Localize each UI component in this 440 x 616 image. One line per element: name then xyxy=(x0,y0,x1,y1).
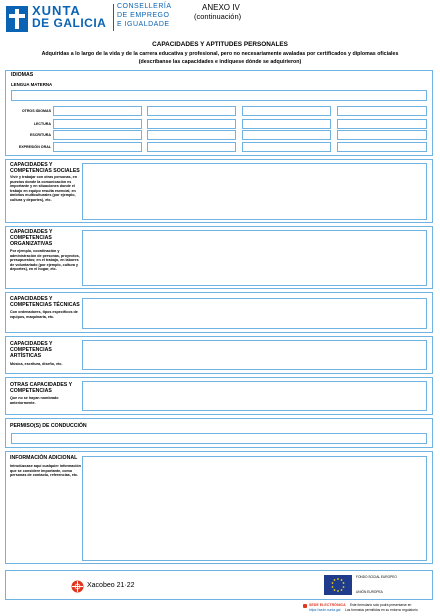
lectura-field-4[interactable] xyxy=(337,119,427,129)
xunta-cross-logo-icon xyxy=(6,6,28,32)
artisticas-title: CAPACIDADES Y COMPETENCIAS ARTÍSTICAS xyxy=(10,341,53,360)
escritura-field-1[interactable] xyxy=(53,130,142,140)
sociales-description: Vivir y trabajar con otras personas, en puestos donde la comunicación es importante y en situaciones donde el trabajo en equipo resulta esencial, en ámbitos multiculturales (por ejemplo, cultura y deportes), etc. xyxy=(10,175,77,202)
otros-idiomas-field-1[interactable] xyxy=(53,106,142,116)
annex-label: ANEXO IV xyxy=(202,3,240,12)
otros-idiomas-field-3[interactable] xyxy=(242,106,331,116)
lectura-field-2[interactable] xyxy=(147,119,236,129)
artisticas-section xyxy=(5,336,433,374)
sede-text-2: Los formatos permitidos en su entorno regulatorio xyxy=(345,608,418,612)
form-subtitle-note: (descríbanse las capacidades e indíquese dónde se adquirieron) xyxy=(138,59,302,65)
lectura-label: LECTURA xyxy=(33,122,51,126)
otros-idiomas-field-4[interactable] xyxy=(337,106,427,116)
sede-label: SEDE ELECTRÓNICA xyxy=(309,603,346,607)
info-title: INFORMACIÓN ADICIONAL xyxy=(10,455,78,461)
escritura-label: ESCRITURA xyxy=(30,133,51,137)
sede-url[interactable]: https://sede.xunta.gal xyxy=(309,608,341,612)
eu-flag-icon xyxy=(324,575,352,595)
otros-idiomas-label: OTROS IDIOMAS xyxy=(21,109,51,113)
dept-line3: E IGUALDADE xyxy=(117,21,170,28)
idiomas-section xyxy=(5,70,433,156)
dept-line1: CONSELLERÍA xyxy=(117,3,172,10)
form-title: CAPACIDADES Y APTITUDES PERSONALES xyxy=(152,41,288,48)
info-field[interactable] xyxy=(82,456,427,561)
tecnicas-section xyxy=(5,292,433,333)
logo-main: XUNTA xyxy=(32,3,81,18)
info-description: Introdúzcase aquí cualquier información que se considere importante, como personas de contacto, referencias, etc. xyxy=(10,464,81,478)
permiso-field[interactable] xyxy=(11,433,427,444)
artisticas-field[interactable] xyxy=(82,340,427,370)
expresion-oral-field-4[interactable] xyxy=(337,142,427,152)
xacobeo-label: Xacobeo 21·22 xyxy=(87,582,135,589)
lectura-field-1[interactable] xyxy=(53,119,142,129)
escritura-field-3[interactable] xyxy=(242,130,331,140)
eu-union-label: UNIÓN EUROPEA xyxy=(356,590,383,594)
organizativas-description: Por ejemplo, coordinación y administración de personas, proyectos, presupuestos; en el trabajo, en labores de voluntariado (por ejemplo, cultura y deportes), en el hogar, etc. xyxy=(10,249,80,272)
expresion-oral-field-1[interactable] xyxy=(53,142,142,152)
escritura-field-2[interactable] xyxy=(147,130,236,140)
sede-icon xyxy=(303,604,307,608)
organizativas-field[interactable] xyxy=(82,230,427,286)
artisticas-description: Música, escritura, diseño, etc. xyxy=(10,362,63,366)
permiso-section xyxy=(5,418,433,448)
logo-sub: DE GALICIA xyxy=(32,16,107,30)
sociales-field[interactable] xyxy=(82,163,427,220)
footer-logos xyxy=(5,570,433,600)
info-section xyxy=(5,451,433,564)
xacobeo-logo-icon xyxy=(71,580,84,593)
sociales-section xyxy=(5,159,433,223)
tecnicas-field[interactable] xyxy=(82,298,427,329)
lengua-materna-field[interactable] xyxy=(11,90,427,101)
escritura-field-4[interactable] xyxy=(337,130,427,140)
form-subtitle: Adquiridas a lo largo de la vida y de la carrera educativa y profesional, pero no necesariamente avaladas por certificados y diplomas oficiales xyxy=(41,51,399,57)
lengua-materna-label: LENGUA MATERNA xyxy=(11,82,53,87)
expresion-oral-field-3[interactable] xyxy=(242,142,331,152)
expresion-oral-label: EXPRESIÓN ORAL xyxy=(18,145,51,149)
otras-field[interactable] xyxy=(82,381,427,411)
otras-description: Que no se hayan nombrado anteriormente. xyxy=(10,396,59,405)
eu-fund-label: FONDO SOCIAL EUROPEO xyxy=(356,575,397,579)
otros-idiomas-field-2[interactable] xyxy=(147,106,236,116)
organizativas-title: CAPACIDADES Y COMPETENCIAS ORGANIZATIVAS xyxy=(10,229,53,248)
otras-section xyxy=(5,377,433,415)
annex-continuation: (continuación) xyxy=(194,12,242,21)
otras-title: OTRAS CAPACIDADES Y COMPETENCIAS xyxy=(10,382,72,395)
sociales-title: CAPACIDADES Y COMPETENCIAS SOCIALES xyxy=(10,162,80,175)
tecnicas-description: Con ordenadores, tipos específicos de equipos, maquinaria, etc. xyxy=(10,310,78,319)
logo-divider xyxy=(113,4,114,31)
organizativas-section xyxy=(5,226,433,289)
lectura-field-3[interactable] xyxy=(242,119,331,129)
idiomas-title: IDIOMAS xyxy=(11,72,34,78)
permiso-title: PERMISO(S) DE CONDUCCIÓN xyxy=(10,423,87,429)
expresion-oral-field-2[interactable] xyxy=(147,142,236,152)
sede-text: Este formulario solo podrá presentarse en xyxy=(350,603,412,607)
tecnicas-title: CAPACIDADES Y COMPETENCIAS TÉCNICAS xyxy=(10,296,80,309)
dept-line2: DE EMPREGO xyxy=(117,12,170,19)
